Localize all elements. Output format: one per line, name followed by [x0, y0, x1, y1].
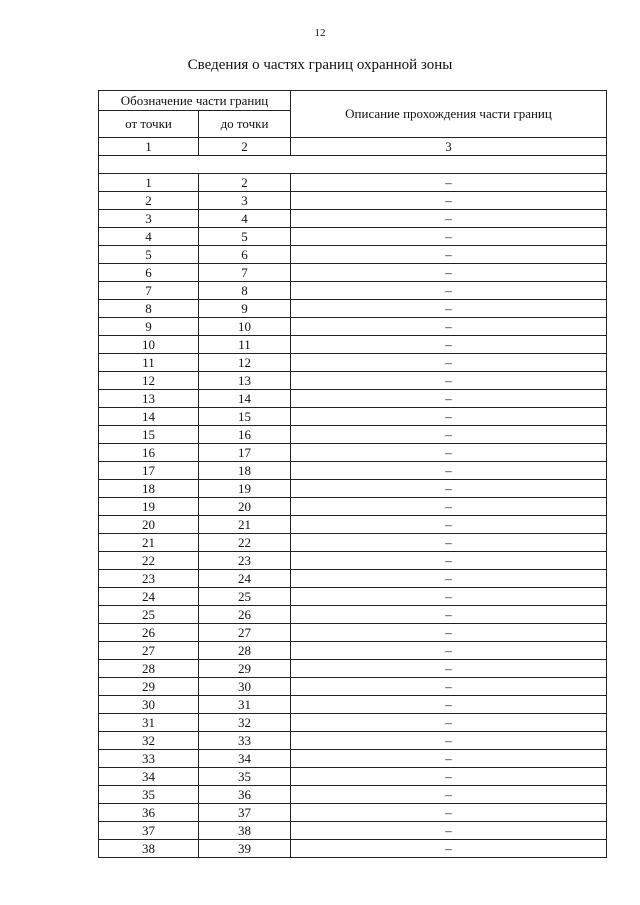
description-cell: –	[291, 228, 607, 246]
to-point-cell: 23	[199, 552, 291, 570]
description-cell: –	[291, 534, 607, 552]
description-cell: –	[291, 300, 607, 318]
table-row	[99, 462, 607, 480]
description-cell: –	[291, 570, 607, 588]
to-point-cell: 37	[199, 804, 291, 822]
from-point-cell: 14	[99, 408, 199, 426]
from-point-cell: 4	[99, 228, 199, 246]
table-row	[99, 264, 607, 282]
description-cell: –	[291, 588, 607, 606]
from-point-cell: 16	[99, 444, 199, 462]
from-point-cell: 8	[99, 300, 199, 318]
to-point-cell: 25	[199, 588, 291, 606]
table-row	[99, 606, 607, 624]
description-cell: –	[291, 606, 607, 624]
to-point-cell: 5	[199, 228, 291, 246]
to-point-cell: 4	[199, 210, 291, 228]
description-cell: –	[291, 804, 607, 822]
from-point-cell: 9	[99, 318, 199, 336]
page-number: 12	[314, 27, 326, 39]
description-cell: –	[291, 192, 607, 210]
from-point-cell: 2	[99, 192, 199, 210]
table-row	[99, 408, 607, 426]
table-row	[99, 642, 607, 660]
description-cell: –	[291, 516, 607, 534]
to-point-cell: 21	[199, 516, 291, 534]
description-cell: –	[291, 480, 607, 498]
description-cell: –	[291, 660, 607, 678]
table-row	[99, 390, 607, 408]
header-boundary-part-designation: Обозначение части границ	[99, 91, 291, 111]
from-point-cell: 23	[99, 570, 199, 588]
table-row	[99, 588, 607, 606]
from-point-cell: 1	[99, 174, 199, 192]
to-point-cell: 3	[199, 192, 291, 210]
table-row	[99, 804, 607, 822]
from-point-cell: 15	[99, 426, 199, 444]
to-point-cell: 34	[199, 750, 291, 768]
description-cell: –	[291, 750, 607, 768]
to-point-cell: 9	[199, 300, 291, 318]
from-point-cell: 29	[99, 678, 199, 696]
table-row	[99, 372, 607, 390]
from-point-cell: 20	[99, 516, 199, 534]
to-point-cell: 36	[199, 786, 291, 804]
from-point-cell: 10	[99, 336, 199, 354]
table-row	[99, 786, 607, 804]
description-cell: –	[291, 390, 607, 408]
table-row	[99, 624, 607, 642]
table-row	[99, 750, 607, 768]
from-point-cell: 24	[99, 588, 199, 606]
from-point-cell: 32	[99, 732, 199, 750]
table-row	[99, 660, 607, 678]
description-cell: –	[291, 426, 607, 444]
section-spacer-row	[99, 156, 607, 174]
description-cell: –	[291, 444, 607, 462]
table-row	[99, 282, 607, 300]
description-cell: –	[291, 354, 607, 372]
from-point-cell: 18	[99, 480, 199, 498]
to-point-cell: 35	[199, 768, 291, 786]
to-point-cell: 7	[199, 264, 291, 282]
column-number-row	[99, 138, 607, 156]
to-point-cell: 38	[199, 822, 291, 840]
description-cell: –	[291, 282, 607, 300]
from-point-cell: 3	[99, 210, 199, 228]
table-row	[99, 480, 607, 498]
section-spacer-cell	[99, 156, 607, 174]
to-point-cell: 8	[199, 282, 291, 300]
description-cell: –	[291, 372, 607, 390]
from-point-cell: 12	[99, 372, 199, 390]
column-number-1: 1	[99, 138, 199, 156]
description-cell: –	[291, 768, 607, 786]
table-row	[99, 210, 607, 228]
table-row	[99, 822, 607, 840]
to-point-cell: 17	[199, 444, 291, 462]
table-row	[99, 714, 607, 732]
table-row	[99, 534, 607, 552]
description-cell: –	[291, 210, 607, 228]
to-point-cell: 26	[199, 606, 291, 624]
from-point-cell: 17	[99, 462, 199, 480]
from-point-cell: 34	[99, 768, 199, 786]
description-cell: –	[291, 264, 607, 282]
from-point-cell: 7	[99, 282, 199, 300]
to-point-cell: 28	[199, 642, 291, 660]
table-row	[99, 300, 607, 318]
document-title: Сведения о частях границ охранной зоны	[187, 57, 453, 73]
description-cell: –	[291, 696, 607, 714]
to-point-cell: 19	[199, 480, 291, 498]
to-point-cell: 14	[199, 390, 291, 408]
boundary-parts-table	[98, 90, 607, 858]
to-point-cell: 31	[199, 696, 291, 714]
from-point-cell: 13	[99, 390, 199, 408]
table-row	[99, 174, 607, 192]
to-point-cell: 20	[199, 498, 291, 516]
to-point-cell: 10	[199, 318, 291, 336]
from-point-cell: 35	[99, 786, 199, 804]
table-row	[99, 318, 607, 336]
from-point-cell: 25	[99, 606, 199, 624]
table-row	[99, 444, 607, 462]
description-cell: –	[291, 786, 607, 804]
to-point-cell: 22	[199, 534, 291, 552]
table-row	[99, 228, 607, 246]
table-row	[99, 678, 607, 696]
from-point-cell: 37	[99, 822, 199, 840]
description-cell: –	[291, 822, 607, 840]
description-cell: –	[291, 714, 607, 732]
to-point-cell: 6	[199, 246, 291, 264]
to-point-cell: 18	[199, 462, 291, 480]
from-point-cell: 6	[99, 264, 199, 282]
to-point-cell: 11	[199, 336, 291, 354]
to-point-cell: 15	[199, 408, 291, 426]
table-row	[99, 768, 607, 786]
description-cell: –	[291, 732, 607, 750]
description-cell: –	[291, 552, 607, 570]
to-point-cell: 24	[199, 570, 291, 588]
table-row	[99, 192, 607, 210]
description-cell: –	[291, 318, 607, 336]
from-point-cell: 31	[99, 714, 199, 732]
description-cell: –	[291, 678, 607, 696]
column-number-3: 3	[291, 138, 607, 156]
table-row	[99, 354, 607, 372]
from-point-cell: 22	[99, 552, 199, 570]
table-row	[99, 246, 607, 264]
to-point-cell: 12	[199, 354, 291, 372]
table-row	[99, 570, 607, 588]
header-boundary-description: Описание прохождения части границ	[291, 91, 607, 138]
to-point-cell: 27	[199, 624, 291, 642]
description-cell: –	[291, 462, 607, 480]
header-from-point: от точки	[99, 111, 199, 138]
from-point-cell: 30	[99, 696, 199, 714]
description-cell: –	[291, 174, 607, 192]
description-cell: –	[291, 246, 607, 264]
table-row	[99, 498, 607, 516]
to-point-cell: 39	[199, 840, 291, 858]
column-number-2: 2	[199, 138, 291, 156]
table-row	[99, 336, 607, 354]
to-point-cell: 13	[199, 372, 291, 390]
to-point-cell: 32	[199, 714, 291, 732]
to-point-cell: 2	[199, 174, 291, 192]
description-cell: –	[291, 498, 607, 516]
description-cell: –	[291, 336, 607, 354]
from-point-cell: 5	[99, 246, 199, 264]
table-row	[99, 696, 607, 714]
from-point-cell: 36	[99, 804, 199, 822]
table-row	[99, 552, 607, 570]
description-cell: –	[291, 408, 607, 426]
from-point-cell: 38	[99, 840, 199, 858]
from-point-cell: 19	[99, 498, 199, 516]
description-cell: –	[291, 624, 607, 642]
to-point-cell: 33	[199, 732, 291, 750]
to-point-cell: 29	[199, 660, 291, 678]
to-point-cell: 30	[199, 678, 291, 696]
from-point-cell: 28	[99, 660, 199, 678]
table-row	[99, 516, 607, 534]
from-point-cell: 27	[99, 642, 199, 660]
table-body	[99, 138, 607, 858]
table-row	[99, 840, 607, 858]
table-row	[99, 426, 607, 444]
to-point-cell: 16	[199, 426, 291, 444]
from-point-cell: 33	[99, 750, 199, 768]
table-row	[99, 732, 607, 750]
description-cell: –	[291, 840, 607, 858]
from-point-cell: 11	[99, 354, 199, 372]
from-point-cell: 26	[99, 624, 199, 642]
header-to-point: до точки	[199, 111, 291, 138]
from-point-cell: 21	[99, 534, 199, 552]
description-cell: –	[291, 642, 607, 660]
